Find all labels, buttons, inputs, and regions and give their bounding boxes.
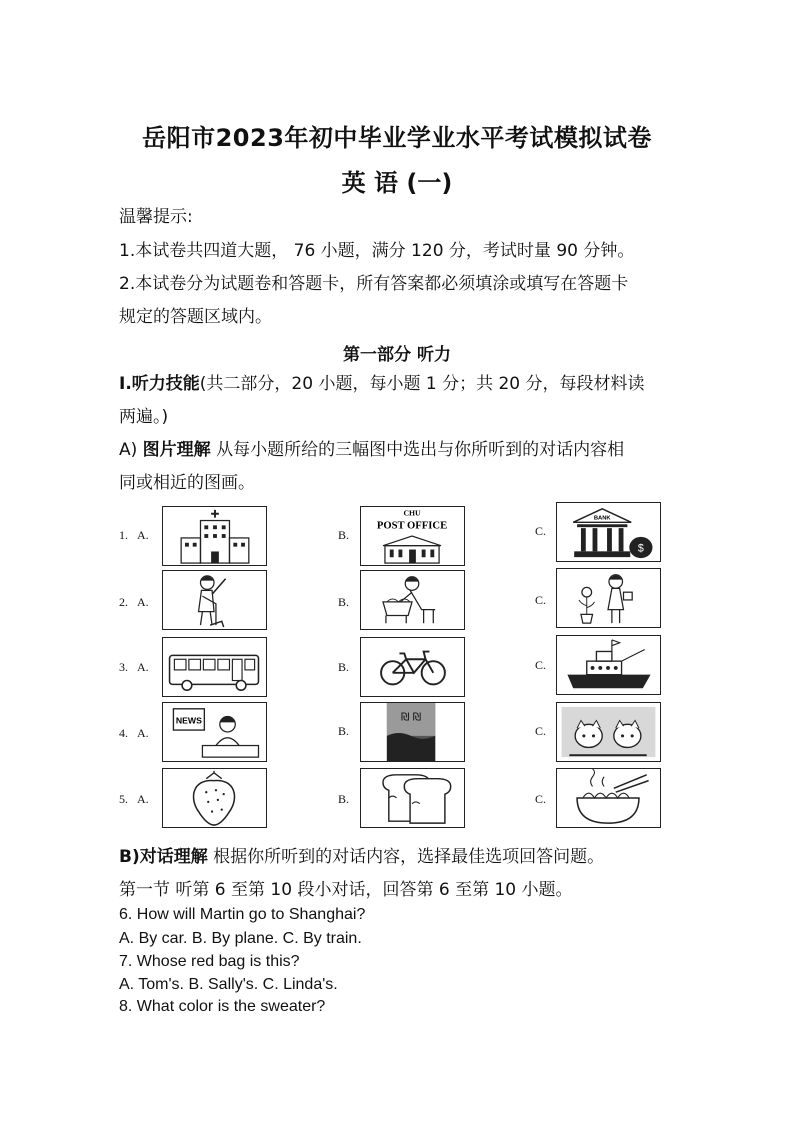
- exam-title: 岳阳市2023年初中毕业学业水平考试模拟试卷: [142, 124, 652, 152]
- question-number: 1.: [119, 528, 128, 542]
- option-b-label: B.: [338, 660, 350, 674]
- part-a-title: 图片理解: [142, 440, 211, 460]
- movie-poster-picture[interactable]: [360, 702, 465, 762]
- option-c-label: C.: [535, 724, 547, 738]
- section-1-title: Ⅰ.听力技能: [119, 374, 200, 394]
- tip-2-line-1: 2.本试卷分为试题卷和答题卡，所有答案都必须填涂或填写在答题卡: [119, 274, 629, 294]
- section-1-line-1: [119, 374, 645, 394]
- option-b-label: B.: [338, 595, 350, 609]
- option-a-label: A.: [137, 528, 149, 542]
- option-a-label: A.: [137, 726, 149, 740]
- bank-sign-text: BANK: [593, 515, 611, 522]
- option-b-label: B.: [338, 528, 350, 542]
- section-one-line: 第一节 听第 6 至第 10 段小对话，回答第 6 至第 10 小题。: [119, 880, 573, 900]
- option-c-label: C.: [535, 792, 547, 806]
- part-a-instructions: 从每小题所给的三幅图中选出与你所听到的对话内容相: [210, 440, 625, 460]
- bus-picture[interactable]: [162, 637, 267, 697]
- part-b-line: [119, 847, 604, 867]
- ship-picture[interactable]: [556, 635, 661, 695]
- post-office-picture[interactable]: [360, 506, 465, 566]
- svg-text:$: $: [637, 542, 644, 555]
- option-c-label: C.: [535, 524, 547, 538]
- exam-subtitle: 英 语 (一): [341, 169, 453, 197]
- cartoon-picture[interactable]: [556, 702, 661, 762]
- svg-text:₪ ₪: ₪ ₪: [401, 710, 422, 724]
- question-number: 2.: [119, 595, 128, 609]
- part1-heading: 第一部分 听力: [343, 345, 451, 365]
- part-b-instructions: 根据你所听到的对话内容，选择最佳选项回答问题。: [207, 847, 605, 867]
- news-sign-text: NEWS: [175, 715, 202, 726]
- part-b-title: B)对话理解: [119, 847, 208, 867]
- noodles-picture[interactable]: [556, 768, 661, 828]
- option-a-label: A.: [137, 660, 149, 674]
- tip-2-line-2: 规定的答题区域内。: [119, 307, 272, 327]
- bread-picture[interactable]: [360, 768, 465, 828]
- bank-picture[interactable]: [556, 502, 661, 562]
- question-number: 3.: [119, 660, 128, 674]
- post-office-top-text: CHU: [403, 508, 421, 518]
- option-b-label: B.: [338, 724, 350, 738]
- sweeping-girl-picture[interactable]: [162, 570, 267, 630]
- question-number: 5.: [119, 792, 128, 806]
- option-a-label: A.: [137, 792, 149, 806]
- hospital-picture[interactable]: [162, 506, 267, 566]
- bicycle-picture[interactable]: [360, 637, 465, 697]
- question-7-options: A. Tom's. B. Sally's. C. Linda's.: [119, 976, 338, 993]
- watering-flowers-picture[interactable]: [556, 568, 661, 628]
- section-1-instructions: (共二部分，20 小题，每小题 1 分；共 20 分，每段材料读: [199, 374, 645, 394]
- strawberry-picture[interactable]: [162, 768, 267, 828]
- option-c-label: C.: [535, 658, 547, 672]
- washing-clothes-picture[interactable]: [360, 570, 465, 630]
- option-a-label: A.: [137, 595, 149, 609]
- question-7: 7. Whose red bag is this?: [119, 953, 300, 970]
- tip-1: 1.本试卷共四道大题， 76 小题，满分 120 分，考试时量 90 分钟。: [119, 241, 635, 261]
- question-6-options: A. By car. B. By plane. C. By train.: [119, 930, 362, 947]
- post-office-sign-text: POST OFFICE: [376, 520, 448, 532]
- question-6: 6. How will Martin go to Shanghai?: [119, 906, 366, 923]
- option-c-label: C.: [535, 593, 547, 607]
- question-8: 8. What color is the sweater?: [119, 998, 326, 1015]
- part-a-prefix: A): [119, 440, 143, 460]
- tips-heading: 温馨提示:: [119, 207, 193, 227]
- part-a-line-2: 同或相近的图画。: [119, 473, 255, 493]
- option-b-label: B.: [338, 792, 350, 806]
- section-1-line-2: 两遍。): [119, 407, 169, 427]
- question-number: 4.: [119, 726, 128, 740]
- news-reporter-picture[interactable]: [162, 702, 267, 762]
- part-a-line-1: [119, 440, 624, 460]
